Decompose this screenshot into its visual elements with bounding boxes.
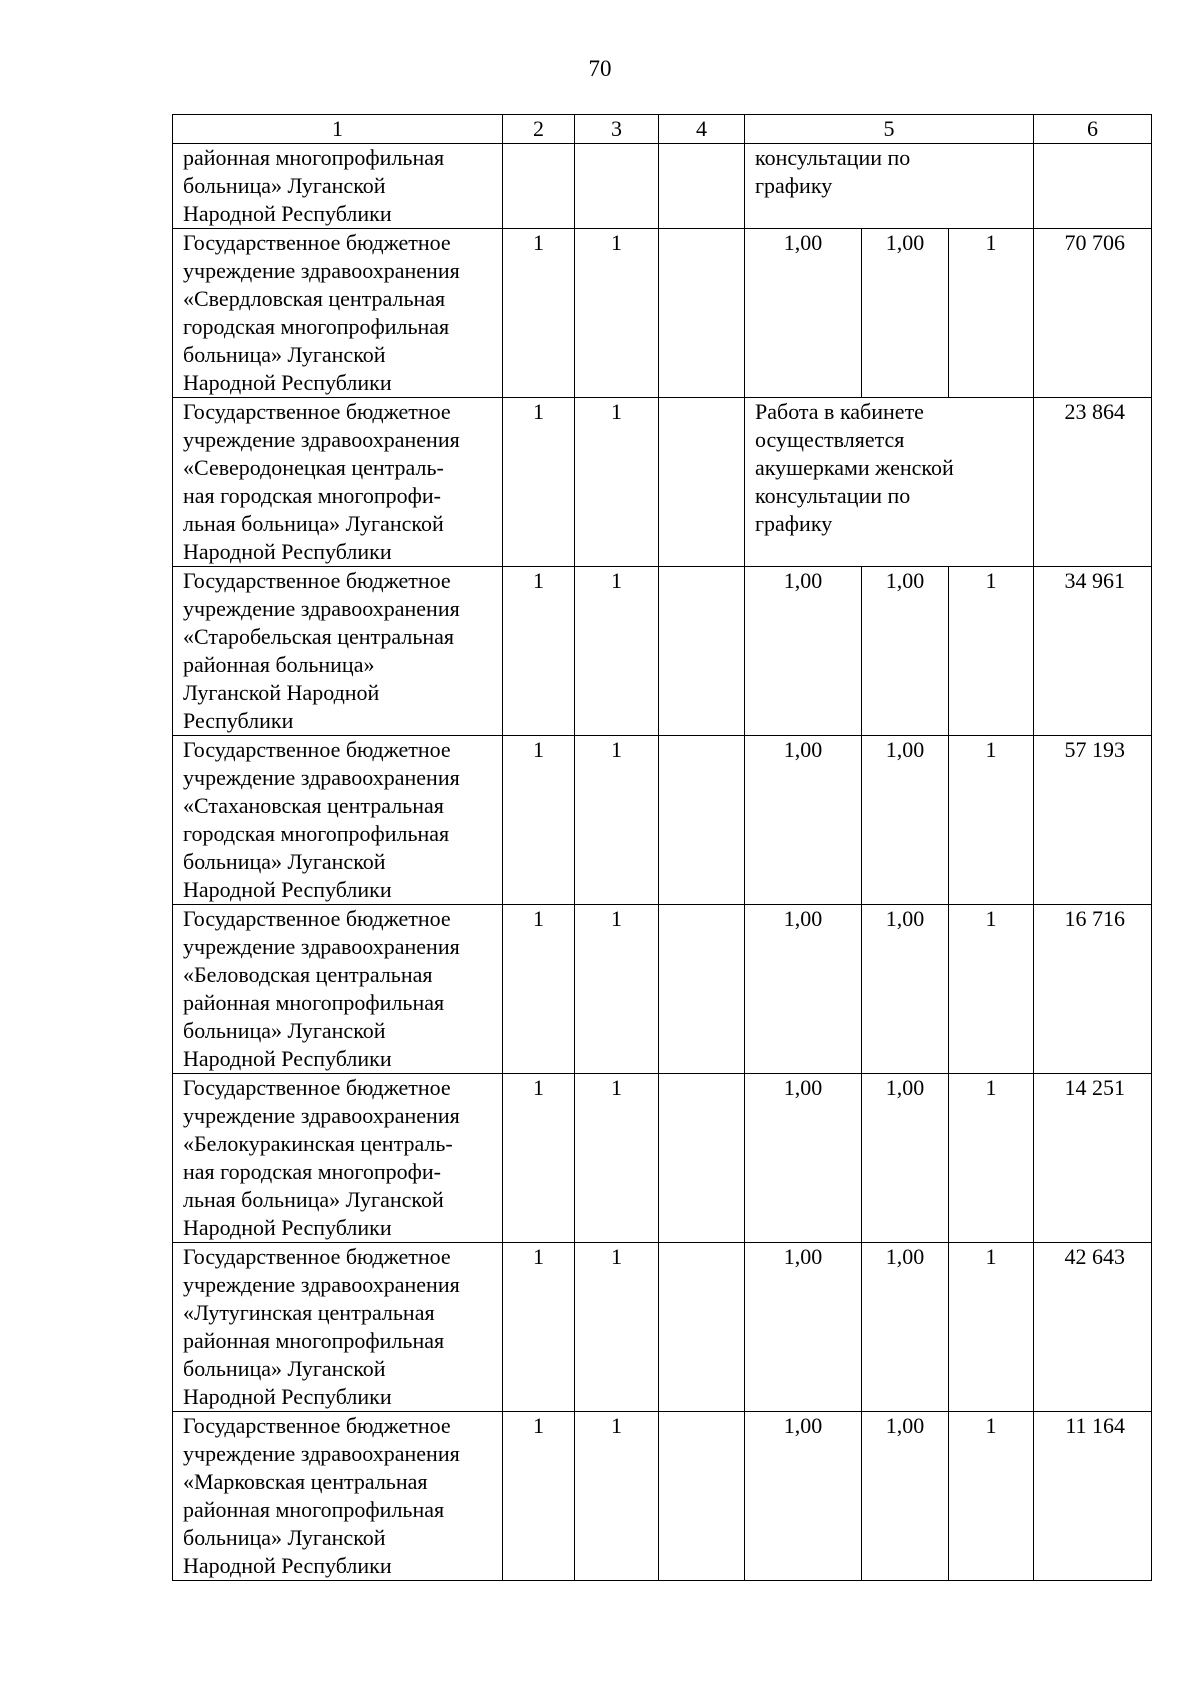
table-row xyxy=(173,398,1152,567)
col2-cell xyxy=(503,144,575,229)
rate-cell: 1,00 xyxy=(745,1243,862,1412)
header-cell: 4 xyxy=(659,115,745,144)
table-row xyxy=(173,1412,1152,1581)
rate-cell: 1,00 xyxy=(862,229,949,398)
count-cell: 1 xyxy=(949,1412,1034,1581)
col3-cell: 1 xyxy=(575,567,659,736)
count-cell: 1 xyxy=(949,905,1034,1074)
col4-cell xyxy=(659,567,745,736)
header-cell: 5 xyxy=(745,115,1034,144)
amount-cell: 23 864 xyxy=(1034,398,1152,567)
table-row xyxy=(173,567,1152,736)
amount-cell: 42 643 xyxy=(1034,1243,1152,1412)
rate-cell: 1,00 xyxy=(745,736,862,905)
rate-cell: 1,00 xyxy=(745,229,862,398)
col4-cell xyxy=(659,229,745,398)
count-cell: 1 xyxy=(949,229,1034,398)
rate-cell: 1,00 xyxy=(745,1074,862,1243)
col4-cell xyxy=(659,1074,745,1243)
col4-cell xyxy=(659,144,745,229)
col2-cell: 1 xyxy=(503,229,575,398)
count-cell: 1 xyxy=(949,1243,1034,1412)
col2-cell: 1 xyxy=(503,905,575,1074)
rate-cell: 1,00 xyxy=(745,567,862,736)
header-cell: 6 xyxy=(1034,115,1152,144)
col2-cell: 1 xyxy=(503,1412,575,1581)
hospital-table xyxy=(172,114,1152,1581)
amount-cell xyxy=(1034,144,1152,229)
count-cell: 1 xyxy=(949,1074,1034,1243)
institution-name-cell: Государственное бюджетное учреждение здравоохранения «Стахановская центральная городская многопрофильная больница» Луганской Народной Республики xyxy=(173,736,503,905)
institution-name-cell: Государственное бюджетное учреждение здравоохранения «Белокуракинская централь- ная городская многопрофи- льная больница» Луганской Народной Республики xyxy=(173,1074,503,1243)
rate-cell: 1,00 xyxy=(862,905,949,1074)
col3-cell: 1 xyxy=(575,229,659,398)
amount-cell: 11 164 xyxy=(1034,1412,1152,1581)
count-cell: 1 xyxy=(949,736,1034,905)
col4-cell xyxy=(659,1412,745,1581)
table-row xyxy=(173,736,1152,905)
col3-cell xyxy=(575,144,659,229)
table-row xyxy=(173,144,1152,229)
col2-cell: 1 xyxy=(503,1074,575,1243)
table-row xyxy=(173,1074,1152,1243)
rate-cell: 1,00 xyxy=(862,1074,949,1243)
institution-name-cell: Государственное бюджетное учреждение здравоохранения «Северодонецкая централь- ная городская многопрофи- льная больница» Луганской Народной Республики xyxy=(173,398,503,567)
col4-cell xyxy=(659,398,745,567)
rate-cell: 1,00 xyxy=(745,905,862,1074)
header-cell: 3 xyxy=(575,115,659,144)
institution-name-cell: Государственное бюджетное учреждение здравоохранения «Лутугинская центральная районная многопрофильная больница» Луганской Народной Республики xyxy=(173,1243,503,1412)
institution-name-cell: Государственное бюджетное учреждение здравоохранения «Марковская центральная районная многопрофильная больница» Луганской Народной Республики xyxy=(173,1412,503,1581)
table-header-row xyxy=(173,115,1152,144)
col2-cell: 1 xyxy=(503,1243,575,1412)
rate-cell: 1,00 xyxy=(862,736,949,905)
rate-cell: 1,00 xyxy=(862,567,949,736)
amount-cell: 14 251 xyxy=(1034,1074,1152,1243)
col3-cell: 1 xyxy=(575,398,659,567)
institution-name-cell: Государственное бюджетное учреждение здравоохранения «Свердловская центральная городская многопрофильная больница» Луганской Народной Республики xyxy=(173,229,503,398)
institution-name-cell: Государственное бюджетное учреждение здравоохранения «Беловодская центральная районная многопрофильная больница» Луганской Народной Республики xyxy=(173,905,503,1074)
col3-cell: 1 xyxy=(575,905,659,1074)
header-cell: 2 xyxy=(503,115,575,144)
col3-cell: 1 xyxy=(575,1412,659,1581)
amount-cell: 34 961 xyxy=(1034,567,1152,736)
col3-cell: 1 xyxy=(575,1243,659,1412)
col2-cell: 1 xyxy=(503,398,575,567)
count-cell: 1 xyxy=(949,567,1034,736)
schedule-note-cell: Работа в кабинете осуществляется акушерками женской консультации по графику xyxy=(745,398,1034,567)
institution-name-cell: районная многопрофильная больница» Луганской Народной Республики xyxy=(173,144,503,229)
col2-cell: 1 xyxy=(503,567,575,736)
col2-cell: 1 xyxy=(503,736,575,905)
col4-cell xyxy=(659,736,745,905)
schedule-note-cell: консультации по графику xyxy=(745,144,1034,229)
amount-cell: 57 193 xyxy=(1034,736,1152,905)
col4-cell xyxy=(659,905,745,1074)
table-row xyxy=(173,905,1152,1074)
table-row xyxy=(173,1243,1152,1412)
rate-cell: 1,00 xyxy=(862,1412,949,1581)
table-row xyxy=(173,229,1152,398)
col4-cell xyxy=(659,1243,745,1412)
amount-cell: 16 716 xyxy=(1034,905,1152,1074)
amount-cell: 70 706 xyxy=(1034,229,1152,398)
rate-cell: 1,00 xyxy=(862,1243,949,1412)
institution-name-cell: Государственное бюджетное учреждение здравоохранения «Старобельская центральная районная больница» Луганской Народной Республики xyxy=(173,567,503,736)
col3-cell: 1 xyxy=(575,1074,659,1243)
rate-cell: 1,00 xyxy=(745,1412,862,1581)
page-number: 70 xyxy=(588,56,612,81)
col3-cell: 1 xyxy=(575,736,659,905)
header-cell: 1 xyxy=(173,115,503,144)
